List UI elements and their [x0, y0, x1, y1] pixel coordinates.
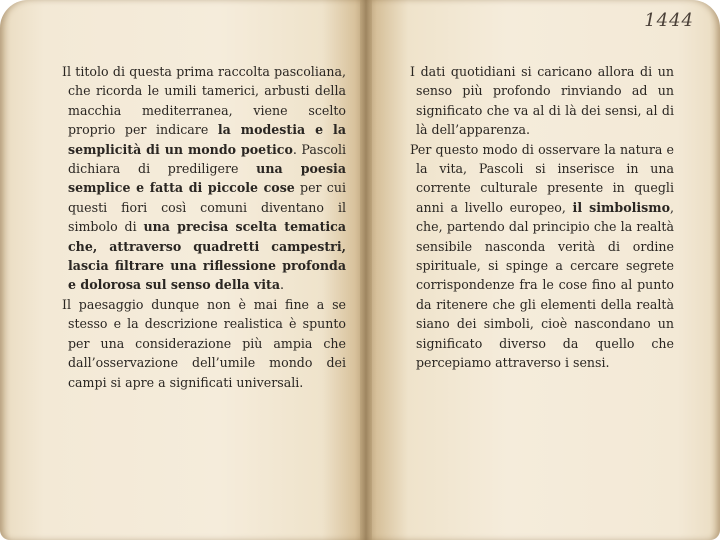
- book-spine: [360, 0, 372, 540]
- left-paragraph-1: [62, 62, 346, 295]
- text-run: .: [280, 277, 285, 293]
- left-paragraph-2: Il paesaggio dunque non è mai fine a se stesso e la descrizione realistica è spunto per una considerazione più ampia che dall’osservazione dell’umile mondo dei campi si apre a significati universali.: [62, 296, 346, 390]
- text-run: per cui questi fiori così comuni diventano il simbolo di: [68, 180, 346, 235]
- bold-run: il simbolismo: [572, 199, 670, 215]
- bold-run: una poesia semplice e fatta di piccole cose: [68, 161, 346, 196]
- page-number: 1444: [644, 10, 694, 31]
- bold-run: la modestia e la semplicità di un mondo poetico: [68, 122, 346, 157]
- right-paragraph-1: I dati quotidiani si caricano allora di un senso più profondo rinviando ad un significato che va al di là dei sensi, al di là dell’apparenza.: [410, 64, 674, 138]
- text-run: , che, partendo dal principio che la realtà sensibile nasconda verità di ordine spirituale, si spinge a cercare segrete corrispondenze fra le cose fino al punto da ritenere che gli elementi della realtà siano dei simboli, cioè nascondano un significato diverso da quello che percepiamo attraverso i sensi.: [416, 199, 674, 371]
- text-run: Per questo modo di osservare la natura e la vita, Pascoli si inserisce in una corrente culturale presente in quegli anni a livello europeo,: [410, 141, 674, 215]
- left-page-text: [62, 62, 346, 392]
- text-run: Il titolo di questa prima raccolta pascoliana, che ricorda le umili tamerici, arbusti della macchia mediterranea, viene scelto proprio per indicare: [62, 64, 346, 138]
- bold-run: una precisa scelta tematica che, attraverso quadretti campestri, lascia filtrare una riflessione profonda e dolorosa sul senso della vita: [68, 219, 346, 293]
- right-page-text: [410, 62, 674, 373]
- text-run: . Pascoli dichiara di prediligere: [68, 141, 347, 177]
- right-paragraph-2: [410, 140, 674, 373]
